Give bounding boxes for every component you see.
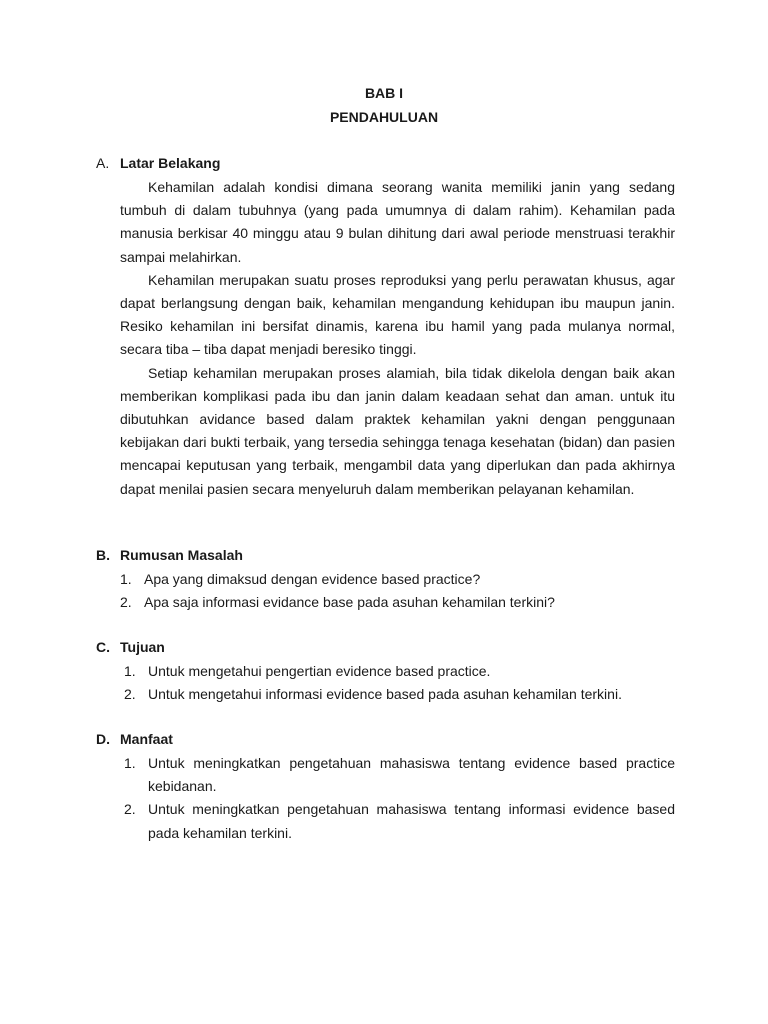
- list-number: 1.: [120, 571, 132, 587]
- section-d-list: [124, 752, 675, 845]
- list-item: [124, 683, 675, 706]
- section-b-heading: [96, 546, 243, 564]
- list-number: 2.: [120, 594, 132, 611]
- section-b-title: Rumusan Masalah: [120, 547, 243, 563]
- list-item: [124, 660, 675, 683]
- list-number: 2.: [124, 801, 136, 818]
- list-item: [120, 568, 675, 591]
- section-d-title: Manfaat: [120, 731, 173, 747]
- list-number: 1.: [124, 663, 136, 679]
- section-c-list: [124, 660, 675, 706]
- list-text: Untuk mengetahui informasi evidence based pada asuhan kehamilan terkini.: [148, 686, 622, 703]
- section-a-letter: A.: [96, 155, 110, 171]
- list-item: [124, 752, 675, 798]
- section-a-body: [120, 176, 675, 501]
- section-d-heading: [96, 730, 173, 748]
- section-b-letter: B.: [96, 547, 110, 563]
- section-c-letter: C.: [96, 639, 110, 655]
- page-title: PENDAHULUAN: [329, 109, 439, 125]
- chapter-label: BAB I: [364, 85, 404, 101]
- paragraph: Kehamilan adalah kondisi dimana seorang wanita memiliki janin yang sedang tumbuh di dalam tubuhnya (yang pada umumnya di dalam rahim). Kehamilan pada manusia berkisar 40 minggu atau 9 bulan dihitung dari awal periode menstruasi terakhir sampai melahirkan.: [120, 179, 675, 265]
- section-a-title: Latar Belakang: [120, 155, 221, 171]
- list-text: Apa yang dimaksud dengan evidence based practice?: [144, 571, 481, 587]
- list-text: Untuk meningkatkan pengetahuan mahasiswa tentang evidence based practice kebidanan.: [148, 755, 675, 795]
- paragraph: Setiap kehamilan merupakan proses alamiah, bila tidak dikelola dengan baik akan memberikan komplikasi pada ibu dan janin dalam keadaan sehat dan aman. untuk itu dibutuhkan avidance based dalam praktek kehamilan yakni dengan penggunaan kebijakan dari bukti terbaik, yang tersedia sehingga tenaga kesehatan (bidan) dan pasien mencapai keputusan yang terbaik, mengambil data yang diperlukan dan pada akhirnya dapat menilai pasien secara menyeluruh dalam memberikan pelayanan kehamilan.: [120, 364, 675, 497]
- list-item: [124, 798, 675, 844]
- section-b-list: [120, 568, 675, 614]
- section-d-letter: D.: [96, 731, 110, 747]
- list-number: 2.: [124, 686, 136, 703]
- section-a-heading: [96, 154, 220, 172]
- list-text: Untuk meningkatkan pengetahuan mahasiswa tentang informasi evidence based pada kehamilan terkini.: [148, 801, 675, 841]
- list-number: 1.: [124, 755, 136, 771]
- list-item: [120, 591, 675, 614]
- list-text: Apa saja informasi evidance base pada asuhan kehamilan terkini?: [144, 594, 555, 611]
- list-text: Untuk mengetahui pengertian evidence based practice.: [148, 663, 491, 679]
- section-c-heading: [96, 638, 165, 656]
- section-c-title: Tujuan: [120, 639, 165, 655]
- paragraph: Kehamilan merupakan suatu proses reproduksi yang perlu perawatan khusus, agar dapat berlangsung dengan baik, kehamilan mengandung kehidupan ibu maupun janin. Resiko kehamilan ini bersifat dinamis, karena ibu hamil yang pada mulanya normal, secara tiba – tiba dapat menjadi beresiko tinggi.: [120, 271, 675, 358]
